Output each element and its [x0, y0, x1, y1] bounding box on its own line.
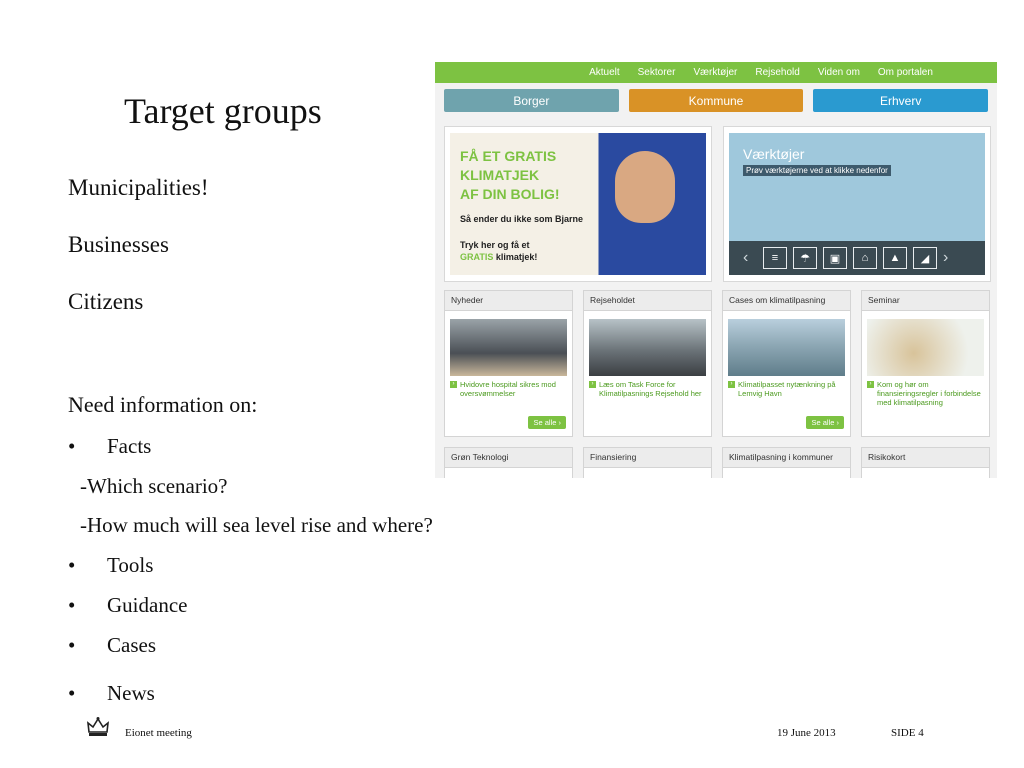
promo-klimatjek: klimatjek! — [493, 252, 538, 262]
tool-icon-6: ◢ — [913, 247, 937, 269]
crown-logo-icon — [86, 716, 110, 738]
sub-item-sea-level: -How much will sea level rise and where? — [80, 513, 433, 537]
bullet-marker: • — [68, 681, 76, 705]
card-heading: Klimatilpasning i kommuner — [723, 448, 850, 468]
card-heading: Rejseholdet — [584, 291, 711, 311]
bullet-label: Cases — [107, 633, 156, 657]
card-image — [589, 319, 706, 376]
promo-banner — [444, 126, 712, 282]
need-information-heading: Need information on: — [68, 392, 258, 417]
card-image — [728, 319, 845, 376]
bullet-marker: • — [68, 633, 76, 657]
nav-item: Viden om — [817, 67, 860, 78]
chevron-left-icon: ‹ — [743, 249, 749, 266]
bullet-label: Guidance — [107, 593, 188, 617]
nav-item: Sektorer — [637, 67, 676, 78]
bullet-tools — [68, 553, 153, 578]
sub-item-scenario: -Which scenario? — [80, 474, 228, 498]
promo-gratis: GRATIS — [460, 252, 494, 262]
tools-panel — [723, 126, 991, 282]
tool-icon-1: ≡ — [763, 247, 787, 269]
nav-item: Aktuelt — [589, 67, 620, 78]
card-seminar — [861, 290, 990, 437]
card-heading: Cases om klimatilpasning — [723, 291, 850, 311]
target-group-municipalities: Municipalities! — [68, 175, 209, 200]
see-all-button: Se alle › — [806, 416, 844, 429]
footer-page-number: SIDE 4 — [891, 727, 924, 739]
card-heading: Seminar — [862, 291, 989, 311]
bullet-cases — [68, 633, 156, 658]
chevron-right-icon: › — [943, 249, 949, 266]
footer-meeting: Eionet meeting — [125, 727, 192, 739]
card-link: › Kom og hør om finansieringsregler i forbindelse med klimatilpasning — [867, 380, 984, 407]
bullet-news — [68, 681, 155, 706]
card-cases — [722, 290, 851, 437]
segment-erhverv: Erhverv — [813, 89, 988, 112]
card-rejseholdet — [583, 290, 712, 437]
card-klimatilpasning-kommuner — [722, 447, 851, 478]
website-screenshot — [435, 62, 997, 478]
bullet-facts — [68, 434, 151, 459]
bullet-label: Tools — [107, 553, 154, 577]
slide-title: Target groups — [124, 91, 322, 131]
card-link: › Klimatilpasset nytænkning på Lemvig Havn — [728, 380, 845, 398]
promo-tagline: Så ender du ikke som Bjarne — [460, 214, 584, 224]
card-heading: Grøn Teknologi — [445, 448, 572, 468]
promo-line: FÅ ET GRATIS — [460, 148, 557, 164]
bullet-marker: • — [68, 593, 76, 617]
promo-image — [450, 133, 706, 275]
target-group-businesses: Businesses — [68, 232, 169, 257]
audience-segments — [435, 83, 997, 112]
website-top-nav — [435, 62, 997, 83]
promo-cta-line2 — [460, 251, 537, 263]
target-group-citizens: Citizens — [68, 289, 144, 314]
bullet-label: News — [107, 681, 155, 705]
tools-carousel — [729, 241, 985, 275]
tools-image — [729, 133, 985, 275]
tool-icon-3: ▣ — [823, 247, 847, 269]
promo-headline — [460, 147, 560, 204]
segment-borger: Borger — [444, 89, 619, 112]
bullet-marker: • — [68, 434, 76, 458]
nav-item: Om portalen — [877, 67, 933, 78]
person-photo — [615, 151, 675, 223]
card-image — [867, 319, 984, 376]
nav-item: Værktøjer — [693, 67, 738, 78]
bullet-marker: • — [68, 553, 76, 577]
bullet-label: Facts — [107, 434, 152, 458]
bullet-guidance — [68, 593, 187, 618]
card-heading: Nyheder — [445, 291, 572, 311]
card-risikokort — [861, 447, 990, 478]
promo-cta-line: Tryk her og få et — [460, 240, 530, 250]
promo-line: AF DIN BOLIG! — [460, 186, 560, 202]
see-all-button: Se alle › — [528, 416, 566, 429]
card-link: › Hvidovre hospital sikres mod oversvømmelser — [450, 380, 567, 398]
card-image — [450, 319, 567, 376]
tool-icon-4: ⌂ — [853, 247, 877, 269]
card-link-text: Kom og hør om finansieringsregler i forbindelse med klimatilpasning — [877, 380, 981, 407]
card-heading: Finansiering — [584, 448, 711, 468]
nav-item: Rejsehold — [755, 67, 800, 78]
card-gron-teknologi — [444, 447, 573, 478]
card-nyheder — [444, 290, 573, 437]
footer-date: 19 June 2013 — [777, 727, 836, 739]
tool-icon-5: ▲ — [883, 247, 907, 269]
card-link-text: Klimatilpasset nytænkning på Lemvig Havn — [738, 380, 836, 398]
card-heading: Risikokort — [862, 448, 989, 468]
card-link-text: Læs om Task Force for Klimatilpasnings Rejsehold her — [599, 380, 702, 398]
tool-icon-2: ☂ — [793, 247, 817, 269]
tools-subtitle: Prøv værktøjerne ved at klikke nedenfor — [743, 165, 891, 176]
card-link-text: Hvidovre hospital sikres mod oversvømmelser — [460, 380, 556, 398]
card-finansiering — [583, 447, 712, 478]
tools-title: Værktøjer — [743, 146, 805, 162]
card-link: › Læs om Task Force for Klimatilpasnings Rejsehold her — [589, 380, 706, 398]
promo-line: KLIMATJEK — [460, 167, 540, 183]
segment-kommune: Kommune — [629, 89, 804, 112]
